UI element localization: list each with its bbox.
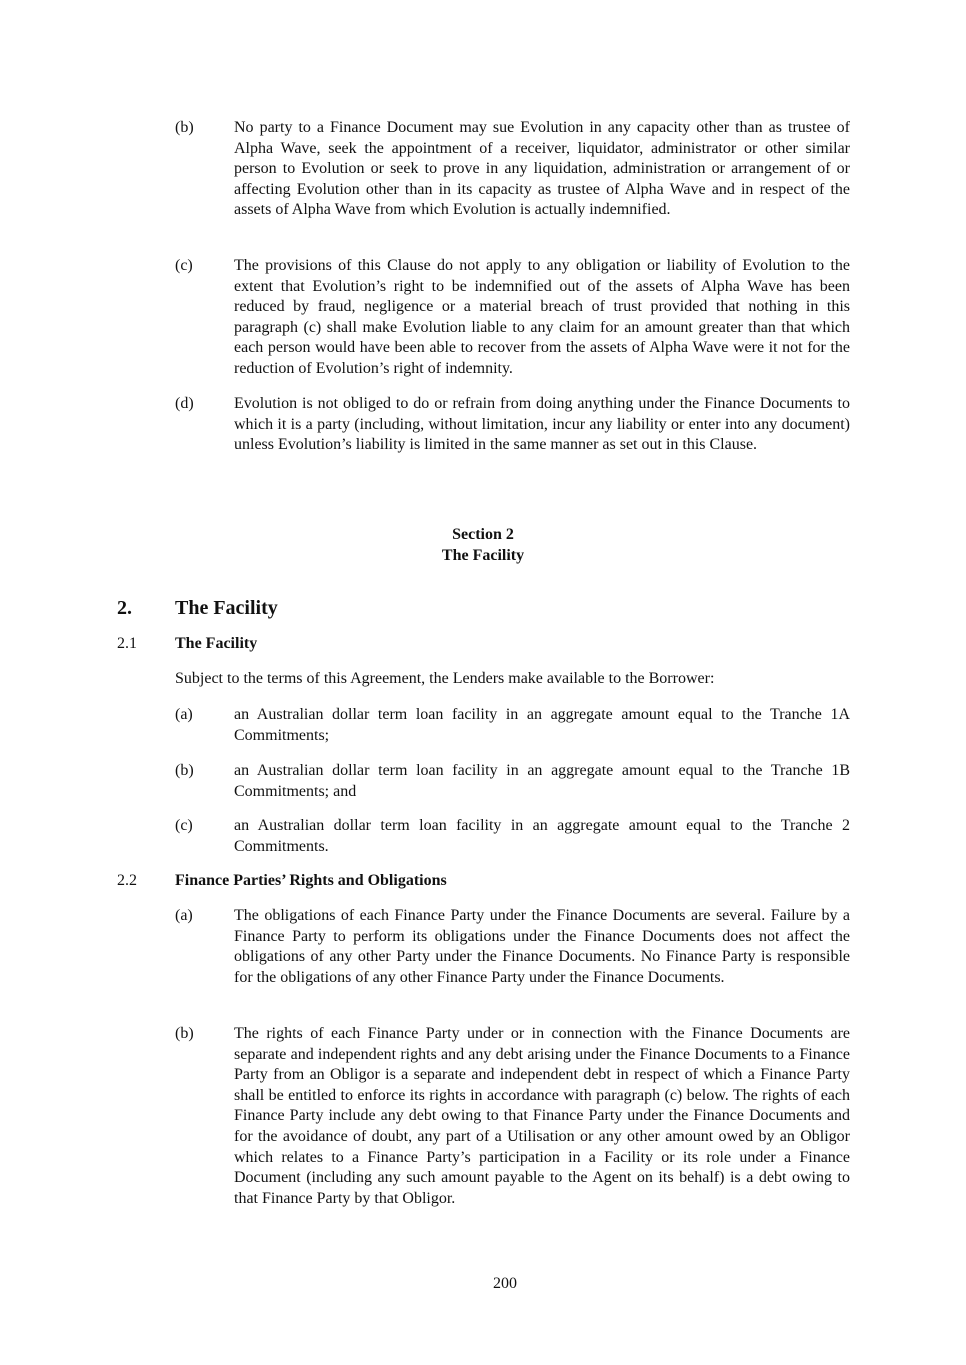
rights-item-a [175,906,850,988]
subclause-number: 2.1 [117,635,137,652]
clause-number: 2. [117,597,132,619]
item-label: (b) [175,1025,194,1042]
item-label: (c) [175,817,193,834]
paragraph-b-trustee [175,118,850,221]
facility-item-a [175,705,850,746]
paragraph-text: Evolution is not obliged to do or refrain from doing anything under the Finance Documents to which it is a party (including, without limitation, incur any liability or enter into any document) unless Evolution’s liability is limited in the same manner as set out in this Clause. [234,395,850,454]
paragraph-text: The provisions of this Clause do not apply to any obligation or liability of Evolution to the extent that Evolution’s right to be indemnified out of the assets of Alpha Wave has been reduced by fraud, negligence or a material breach of trust provided that nothing in this paragraph (c) shall make Evolution liable to any claim for an amount greater than that which each person would have been able to recover from the assets of Alpha Wave were it not for the reduction of Evolution’s right of indemnity. [234,257,850,377]
page-number: 200 [493,1275,517,1292]
rights-item-b [175,1024,850,1209]
item-label: (a) [175,706,193,723]
section-heading-line1: Section 2 [452,526,514,543]
item-label: (b) [175,762,194,779]
item-text: an Australian dollar term loan facility in an aggregate amount equal to the Tranche 1B Commitments; and [234,762,850,800]
facility-item-b [175,761,850,802]
paragraph-d-obligations [175,394,850,456]
paragraph-c-provisions [175,256,850,380]
clause-title: The Facility [175,597,278,619]
item-text: an Australian dollar term loan facility in an aggregate amount equal to the Tranche 2 Commitments. [234,817,850,855]
subclause-title: Finance Parties’ Rights and Obligations [175,872,447,889]
paragraph-text: No party to a Finance Document may sue Evolution in any capacity other than as trustee of Alpha Wave, seek the appointment of a receiver, liquidator, administrator or other similar person to Evolution or seek to prove in any liquidation, administration or arrangement of or affecting Evolution other than in its capacity as trustee of Alpha Wave and in respect of the assets of Alpha Wave from which Evolution is actually indemnified. [234,119,850,219]
facility-item-c [175,816,850,857]
item-text: The obligations of each Finance Party under the Finance Documents are several. Failure by a Finance Party to perform its obligations under the Finance Documents does not affect the obligations of any other Party under the Finance Documents. No Finance Party is responsible for the obligations of any other Finance Party under the Finance Documents. [234,907,850,986]
paragraph-label: (d) [175,395,194,412]
paragraph-label: (b) [175,119,194,136]
subclause-title: The Facility [175,635,258,652]
item-text: an Australian dollar term loan facility in an aggregate amount equal to the Tranche 1A Commitments; [234,706,850,744]
subclause-2-1-intro: Subject to the terms of this Agreement, the Lenders make available to the Borrower: [175,670,715,687]
item-text: The rights of each Finance Party under or in connection with the Finance Documents are separate and independent rights and any debt arising under the Finance Documents to a Finance Party from an Obligor is a separate and independent debt in respect of which a Finance Party shall be entitled to enforce its rights in accordance with paragraph (c) below. The rights of each Finance Party include any debt owing to that Finance Party under the Finance Documents and for the avoidance of doubt, any part of a Utilisation or any other amount owed by an Obligor which relates to a Finance Party’s participation in a Facility or its role under a Finance Document (including any such amount payable to the Agent on its behalf) is a debt owing to that Finance Party by that Obligor. [234,1025,850,1207]
section-heading-line2: The Facility [441,547,525,564]
item-label: (a) [175,907,193,924]
paragraph-label: (c) [175,257,193,274]
subclause-number: 2.2 [117,872,137,889]
